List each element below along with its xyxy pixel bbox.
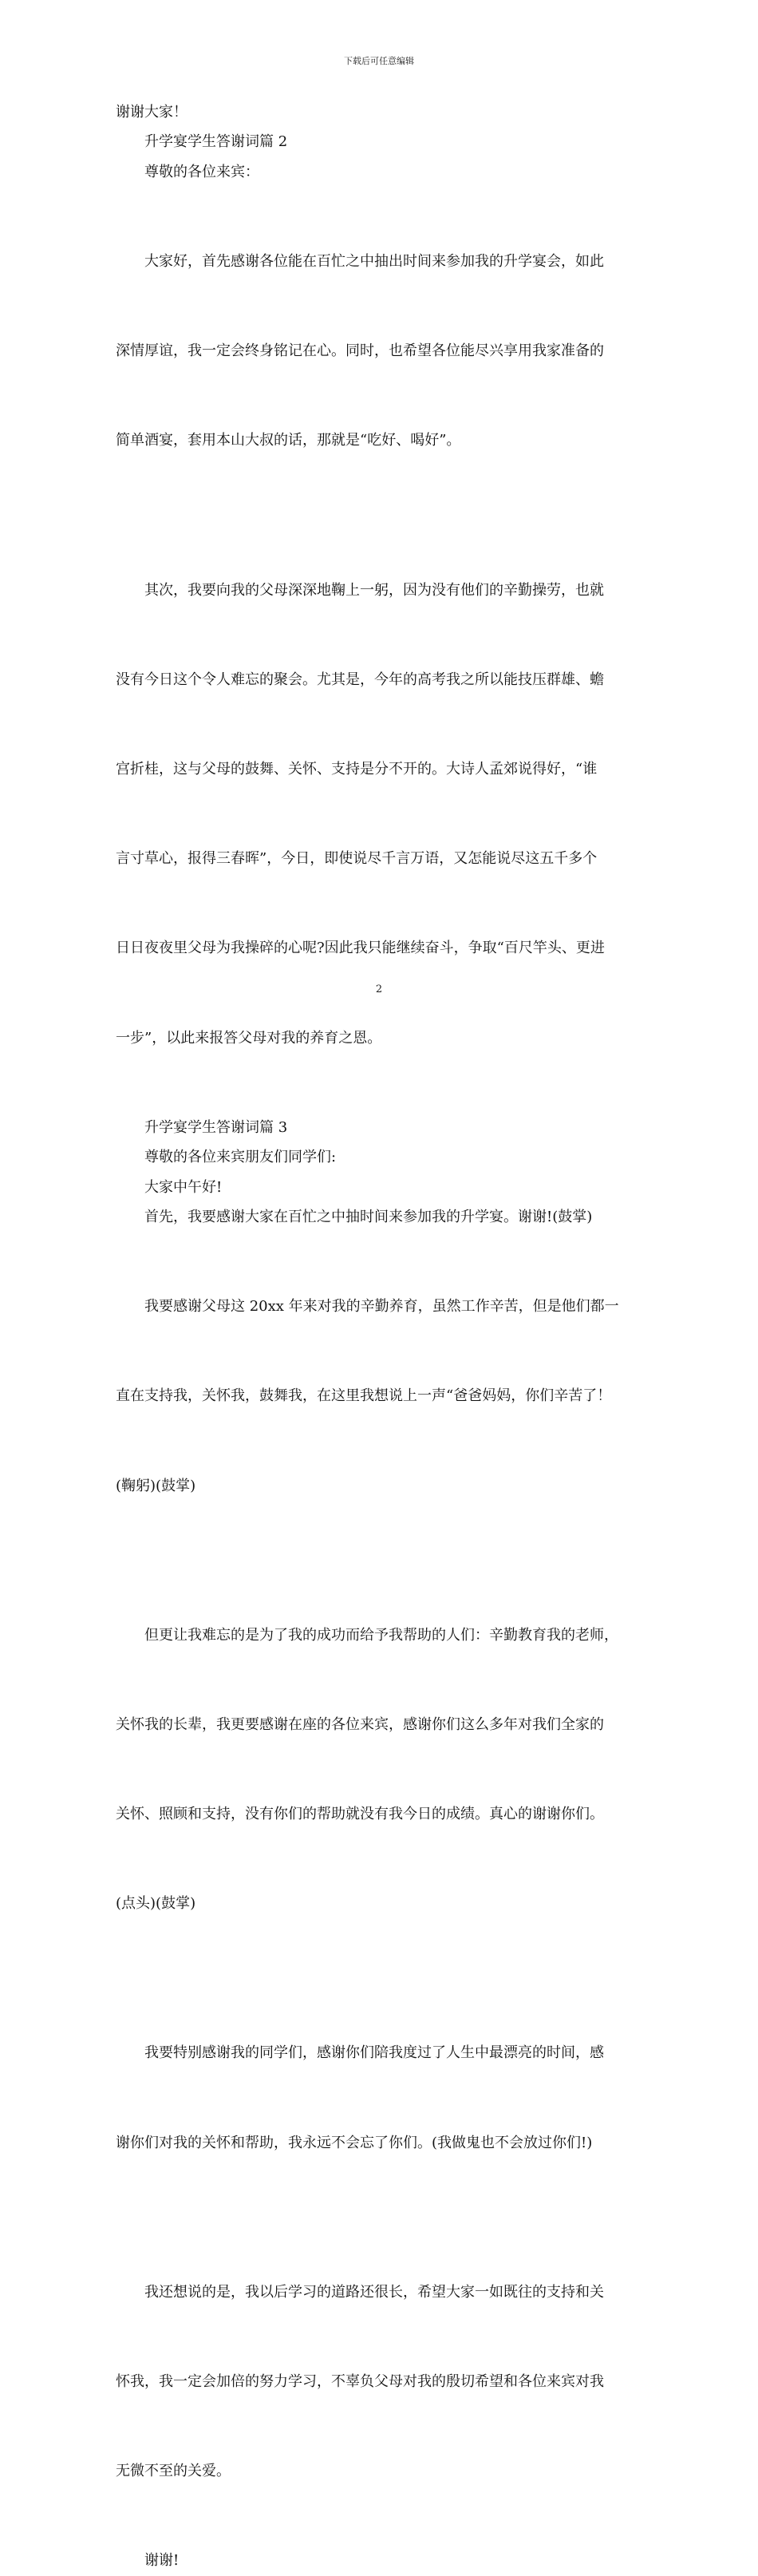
text-line: 日日夜夜里父母为我操碎的心呢?因此我只能继续奋斗，争取“百尺竿头、更进 bbox=[116, 940, 605, 957]
paragraph bbox=[116, 1232, 646, 1560]
text-line: 首先，我要感谢大家在百忙之中抽时间来参加我的升学宴。谢谢!(鼓掌) bbox=[144, 1209, 593, 1226]
section-title bbox=[116, 1113, 646, 1142]
text-line: 尊敬的各位来宾： bbox=[144, 163, 259, 180]
text-line: 大家中午好! bbox=[144, 1178, 223, 1196]
text-line: 宫折桂，这与父母的鼓舞、关怀、支持是分不开的。大诗人孟郊说得好，“谁 bbox=[116, 760, 598, 778]
greeting bbox=[116, 1173, 646, 1202]
text-line: 深情厚谊，我一定会终身铭记在心。同时，也希望各位能尽兴享用我家准备的 bbox=[116, 342, 604, 360]
text-line: 我要感谢父母这 20xx 年来对我的辛勤养育，虽然工作辛苦，但是他们都一 bbox=[144, 1298, 619, 1316]
text-line: 大家好，首先感谢各位能在百忙之中抽出时间来参加我的升学宴会，如此 bbox=[144, 253, 604, 271]
paragraph bbox=[116, 1979, 646, 2218]
text-line: 谢你们对我的关怀和帮助，我永远不会忘了你们。(我做鬼也不会放过你们!) bbox=[116, 2134, 593, 2151]
section-title bbox=[116, 127, 646, 156]
text-line: 我要特别感谢我的同学们，感谢你们陪我度过了人生中最漂亮的时间，感 bbox=[144, 2044, 604, 2062]
text-line: 升学宴学生答谢词篇 3 bbox=[144, 1118, 288, 1136]
closing bbox=[116, 2546, 646, 2575]
paragraph bbox=[116, 2218, 646, 2546]
text-line: 谢谢! bbox=[144, 2552, 180, 2570]
page-header: 下载后可任意编辑 bbox=[344, 56, 414, 66]
salutation bbox=[116, 1142, 646, 1172]
text-line: 无微不至的关爱。 bbox=[116, 2463, 231, 2480]
text-line: 没有今日这个令人难忘的聚会。尤其是，今年的高考我之所以能技压群雄、蟾 bbox=[116, 671, 604, 688]
text-line: 怀我，我一定会加倍的努力学习，不辜负父母对我的殷切希望和各位来宾对我 bbox=[116, 2372, 604, 2390]
page-number: 2 bbox=[375, 983, 383, 995]
text-line: 一步”，以此来报答父母对我的养育之恩。 bbox=[116, 1029, 382, 1047]
paragraph bbox=[116, 187, 646, 515]
text-line: 其次，我要向我的父母深深地鞠上一躬，因为没有他们的辛勤操劳，也就 bbox=[144, 581, 604, 599]
text-line: 尊敬的各位来宾朋友们同学们: bbox=[144, 1149, 337, 1166]
text-line: (点头)(鼓掌) bbox=[116, 1895, 196, 1913]
paragraph bbox=[116, 1202, 646, 1232]
paragraph bbox=[116, 97, 646, 127]
paragraph bbox=[116, 516, 646, 1113]
text-line: 言寸草心，报得三春晖”，今日，即使说尽千言万语，又怎能说尽这五千多个 bbox=[116, 850, 598, 868]
paragraph bbox=[116, 1561, 646, 1979]
text-line: 我还想说的是，我以后学习的道路还很长，希望大家一如既往的支持和关 bbox=[144, 2283, 604, 2301]
text-line: 简单酒宴，套用本山大叔的话，那就是“吃好、喝好”。 bbox=[116, 432, 461, 449]
salutation bbox=[116, 157, 646, 187]
text-line: 升学宴学生答谢词篇 2 bbox=[144, 133, 288, 151]
text-line: (鞠躬)(鼓掌) bbox=[116, 1477, 196, 1494]
document-body bbox=[116, 97, 646, 2576]
text-line: 谢谢大家！ bbox=[116, 104, 188, 121]
text-line: 直在支持我，关怀我，鼓舞我，在这里我想说上一声“爸爸妈妈，你们辛苦了！ bbox=[116, 1387, 612, 1405]
text-line: 关怀、照顾和支持，没有你们的帮助就没有我今日的成绩。真心的谢谢你们。 bbox=[116, 1806, 604, 1823]
text-line: 但更让我难忘的是为了我的成功而给予我帮助的人们：辛勤教育我的老师， bbox=[144, 1626, 618, 1644]
text-line: 关怀我的长辈，我更要感谢在座的各位来宾，感谢你们这么多年对我们全家的 bbox=[116, 1715, 604, 1733]
